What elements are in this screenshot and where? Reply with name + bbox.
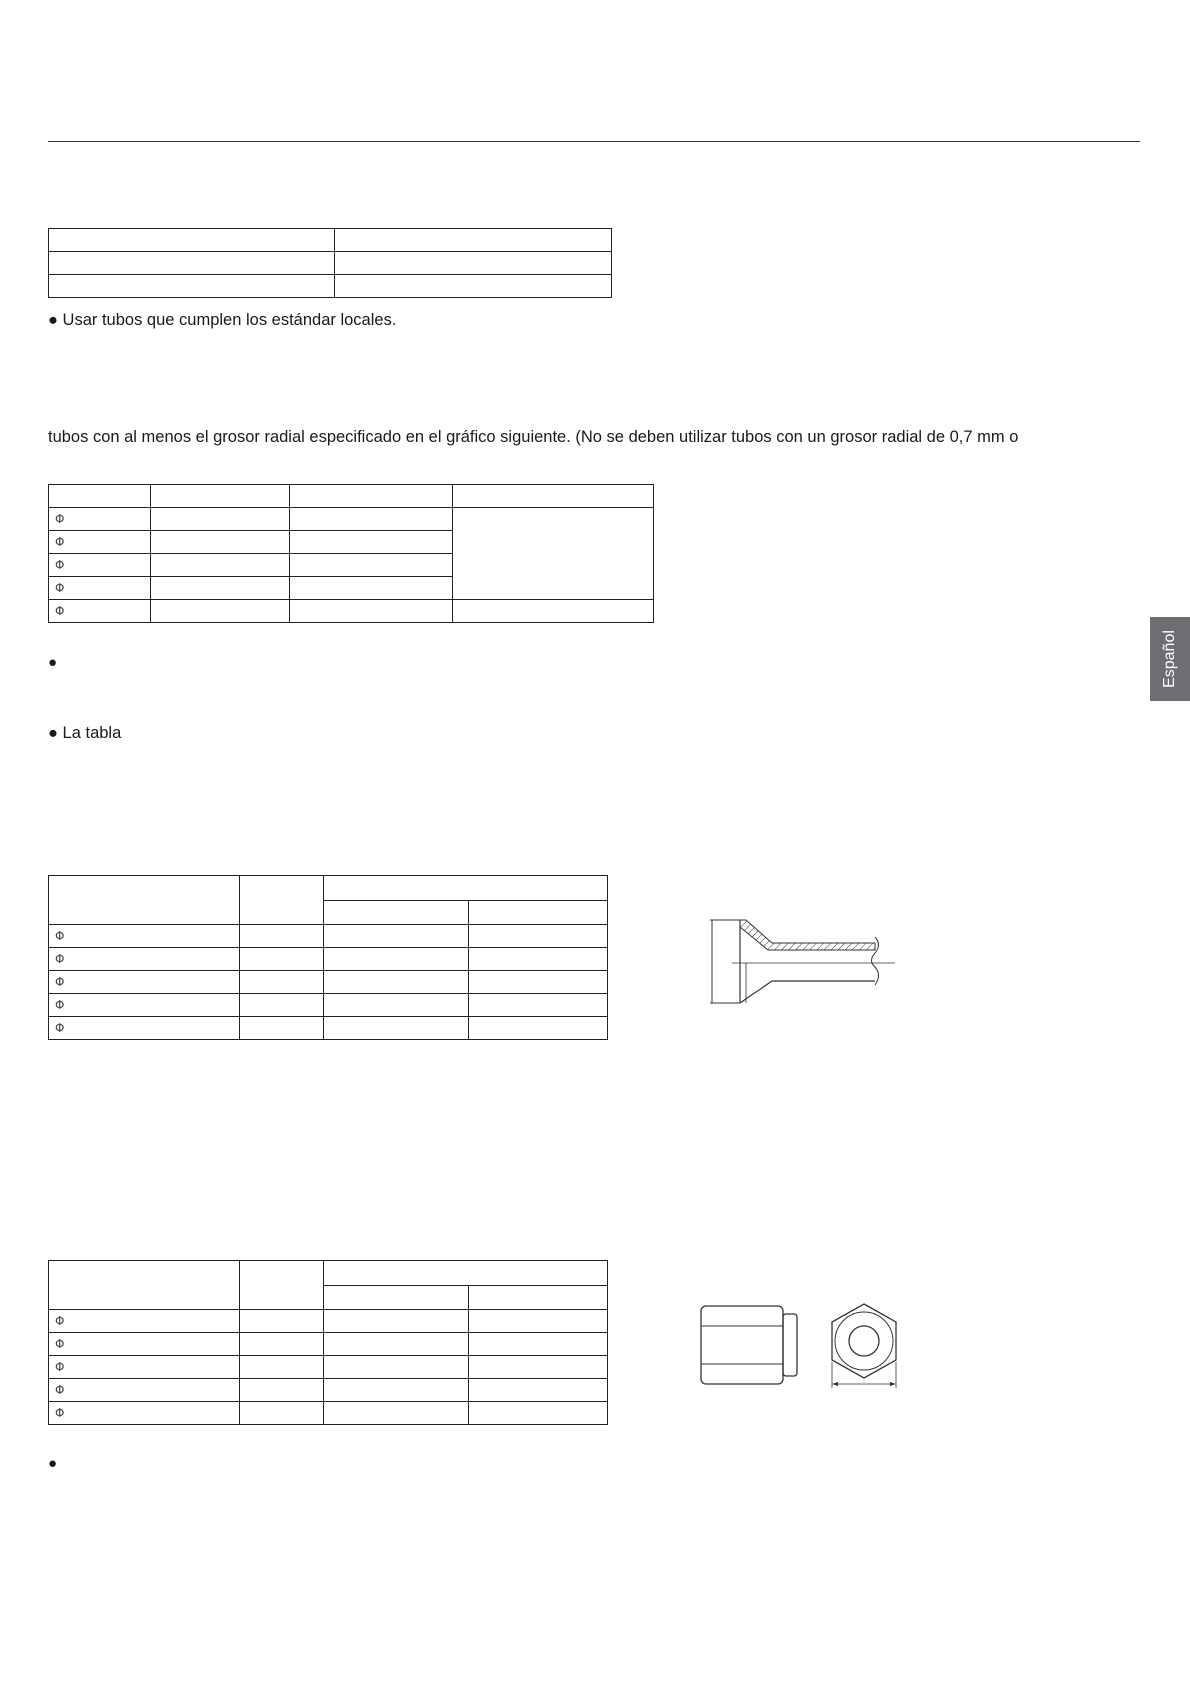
phi-cell: Φ (49, 1017, 240, 1040)
table-row (49, 252, 612, 275)
table-row (49, 994, 608, 1017)
table-header-row (49, 1261, 608, 1286)
phi-cell: Φ (49, 1379, 240, 1402)
note-local-standards: ● Usar tubos que cumplen los estándar locales. (48, 311, 397, 329)
flare-pipe-icon (710, 915, 900, 1010)
phi-cell: Φ (49, 1310, 240, 1333)
bullet-empty-2: ● (48, 1455, 58, 1472)
table-row (49, 1310, 608, 1333)
table-row (49, 948, 608, 971)
language-tab-label: Español (1161, 630, 1179, 688)
table-row (49, 229, 612, 252)
table-row (49, 1379, 608, 1402)
table-row (49, 275, 612, 298)
table-row (49, 1333, 608, 1356)
table-row (49, 1402, 608, 1425)
table-header-row (49, 876, 608, 901)
table-nut-dimensions (48, 1260, 608, 1425)
note-la-tabla: ● La tabla (48, 724, 122, 742)
phi-cell: Φ (49, 1356, 240, 1379)
phi-cell: Φ (49, 925, 240, 948)
table-row (49, 1356, 608, 1379)
phi-cell: Φ (49, 948, 240, 971)
table-header-row (49, 485, 654, 508)
bullet-empty-1: ● (48, 654, 58, 671)
paragraph-radial-thickness: tubos con al menos el grosor radial especificado en el gráfico siguiente. (No se deben utilizar tubos con un grosor radial de 0,7 mm o (48, 428, 1019, 446)
phi-cell: Φ (49, 508, 151, 531)
table-row (49, 508, 654, 531)
table-radial-thickness (48, 484, 654, 623)
phi-cell: Φ (49, 531, 151, 554)
table-row (49, 600, 654, 623)
phi-cell: Φ (49, 1402, 240, 1425)
table-row (49, 925, 608, 948)
phi-cell: Φ (49, 600, 151, 623)
phi-cell: Φ (49, 554, 151, 577)
phi-cell: Φ (49, 971, 240, 994)
table-row (49, 971, 608, 994)
flare-nut-icon (700, 1300, 900, 1390)
table-pipe-standards (48, 228, 612, 298)
phi-cell: Φ (49, 994, 240, 1017)
table-flare-dimensions (48, 875, 608, 1040)
phi-cell: Φ (49, 577, 151, 600)
table-row (49, 1017, 608, 1040)
phi-cell: Φ (49, 1333, 240, 1356)
language-tab (1150, 617, 1190, 701)
header-rule (48, 141, 1140, 142)
